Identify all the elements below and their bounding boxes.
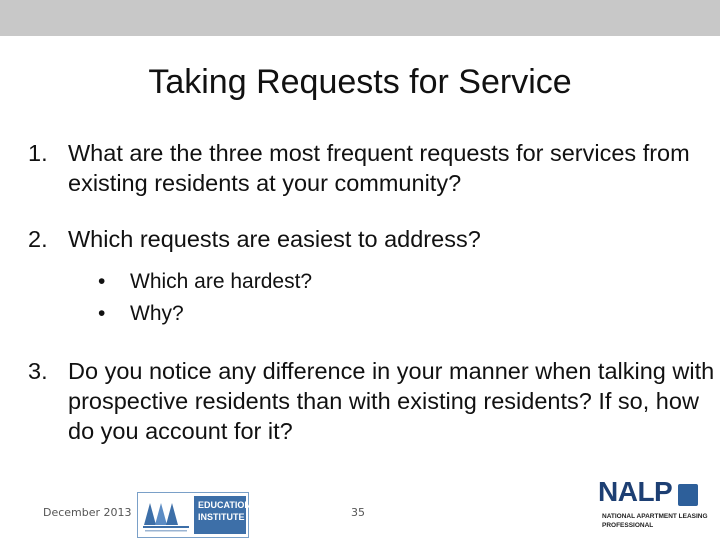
- question-list: [28, 138, 718, 446]
- list-item: [28, 356, 718, 446]
- nalp-tagline: NATIONAL APARTMENT LEASING PROFESSIONAL: [602, 513, 708, 529]
- education-institute-label: EDUCATION INSTITUTE: [194, 496, 246, 534]
- naa-logo-icon: [140, 495, 192, 535]
- item-text: What are the three most frequent requests for services from existing residents at your community?: [68, 140, 690, 196]
- page-number: 35: [351, 506, 365, 519]
- item-text: Which requests are easiest to address?: [68, 226, 481, 252]
- nalp-badge-icon: [678, 484, 698, 506]
- slide-title: Taking Requests for Service: [148, 63, 572, 101]
- sub-list-item: [90, 266, 718, 298]
- sub-list-item: [90, 298, 718, 330]
- bullet-icon: •: [98, 270, 106, 293]
- item-number: 2.: [28, 226, 48, 252]
- top-band: [0, 0, 720, 36]
- item-number: 1.: [28, 140, 48, 166]
- list-item: [28, 138, 718, 198]
- item-number: 3.: [28, 358, 48, 384]
- nalp-logo-text: NALP: [598, 476, 673, 507]
- list-item: [28, 224, 718, 330]
- sub-list: [90, 266, 718, 330]
- education-institute-logo: [137, 492, 249, 538]
- sub-item-text: Which are hardest?: [130, 270, 313, 293]
- footer-date: December 2013: [43, 506, 132, 519]
- bullet-icon: •: [98, 302, 106, 325]
- item-text: Do you notice any difference in your manner when talking with prospective residents than with existing residents? If so, how do you account for it?: [68, 358, 715, 444]
- nalp-logo: [584, 474, 714, 536]
- sub-item-text: Why?: [130, 302, 184, 325]
